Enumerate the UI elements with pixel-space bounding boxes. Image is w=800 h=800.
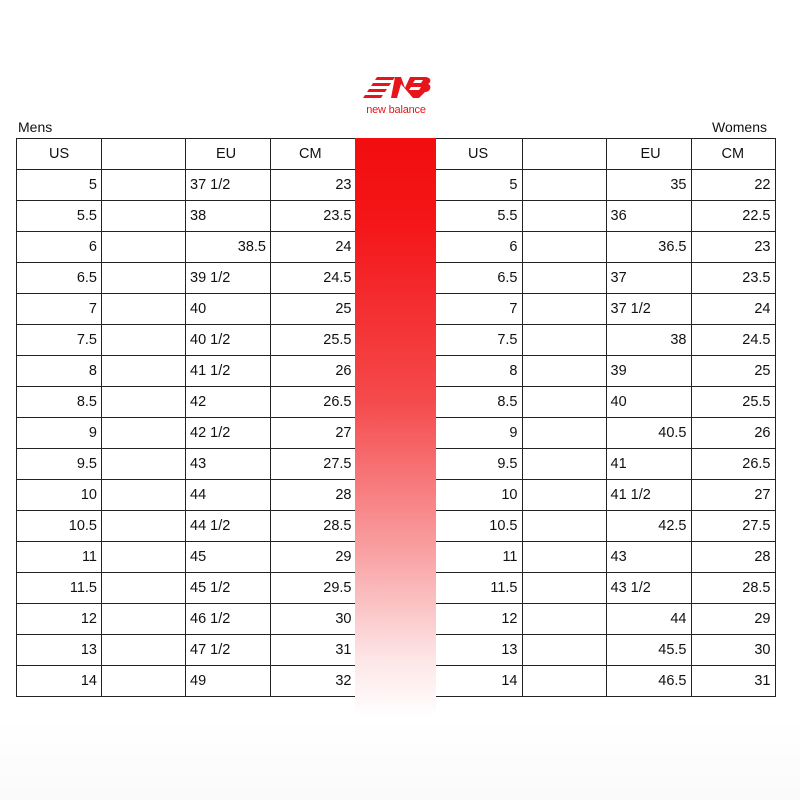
- womens-blank-cell: [522, 325, 606, 356]
- womens-blank-cell: [522, 542, 606, 573]
- mens-cm-cell: 25.5: [271, 325, 356, 356]
- womens-size-row: [436, 294, 775, 325]
- mens-eu-cell: 38: [186, 201, 271, 232]
- womens-us-cell: 10: [436, 480, 522, 511]
- mens-eu-cell: 44 1/2: [186, 511, 271, 542]
- mens-blank-cell: [102, 449, 186, 480]
- womens-cm-cell: 30: [691, 635, 775, 666]
- mens-size-row: [17, 573, 356, 604]
- womens-size-row: [436, 604, 775, 635]
- womens-cm-cell: 24.5: [691, 325, 775, 356]
- womens-cm-cell: 26: [691, 418, 775, 449]
- mens-us-cell: 8.5: [17, 387, 102, 418]
- mens-eu-cell: 40: [186, 294, 271, 325]
- mens-us-cell: 13: [17, 635, 102, 666]
- mens-blank-cell: [102, 325, 186, 356]
- womens-blank-cell: [522, 294, 606, 325]
- mens-blank-cell: [102, 604, 186, 635]
- womens-cm-cell: 22.5: [691, 201, 775, 232]
- womens-us-cell: 9.5: [436, 449, 522, 480]
- mens-eu-cell: 42 1/2: [186, 418, 271, 449]
- womens-us-cell: 7: [436, 294, 522, 325]
- mens-size-row: [17, 418, 356, 449]
- mens-cm-cell: 30: [271, 604, 356, 635]
- mens-size-row: [17, 635, 356, 666]
- mens-eu-cell: 40 1/2: [186, 325, 271, 356]
- mens-us-cell: 11: [17, 542, 102, 573]
- mens-us-cell: 12: [17, 604, 102, 635]
- womens-cm-cell: 22: [691, 170, 775, 201]
- mens-blank-cell: [102, 480, 186, 511]
- womens-eu-cell: 36: [606, 201, 691, 232]
- mens-blank-cell: [102, 232, 186, 263]
- mens-eu-cell: 47 1/2: [186, 635, 271, 666]
- mens-eu-cell: 45: [186, 542, 271, 573]
- mens-size-table: [16, 138, 356, 697]
- womens-header-row: [436, 139, 775, 170]
- womens-blank-cell: [522, 232, 606, 263]
- womens-cm-cell: 27: [691, 480, 775, 511]
- mens-size-row: [17, 387, 356, 418]
- womens-size-row: [436, 232, 775, 263]
- mens-cm-cell: 32: [271, 666, 356, 697]
- womens-header-us: US: [436, 139, 522, 170]
- nb-logo-icon: [355, 74, 437, 104]
- mens-size-row: [17, 201, 356, 232]
- mens-cm-cell: 27: [271, 418, 356, 449]
- mens-size-row: [17, 263, 356, 294]
- mens-cm-cell: 29.5: [271, 573, 356, 604]
- womens-blank-cell: [522, 170, 606, 201]
- womens-size-table: [436, 138, 776, 697]
- womens-cm-cell: 23.5: [691, 263, 775, 294]
- womens-header-cm: CM: [691, 139, 775, 170]
- mens-eu-cell: 37 1/2: [186, 170, 271, 201]
- womens-header-eu: EU: [606, 139, 691, 170]
- womens-size-row: [436, 635, 775, 666]
- womens-header-blank: [522, 139, 606, 170]
- mens-header-cm: CM: [271, 139, 356, 170]
- mens-us-cell: 11.5: [17, 573, 102, 604]
- mens-cm-cell: 29: [271, 542, 356, 573]
- mens-cm-cell: 27.5: [271, 449, 356, 480]
- womens-blank-cell: [522, 263, 606, 294]
- mens-blank-cell: [102, 387, 186, 418]
- mens-cm-cell: 26: [271, 356, 356, 387]
- womens-cm-cell: 28: [691, 542, 775, 573]
- mens-us-cell: 9: [17, 418, 102, 449]
- mens-size-row: [17, 542, 356, 573]
- womens-size-row: [436, 573, 775, 604]
- womens-size-row: [436, 356, 775, 387]
- womens-us-cell: 8: [436, 356, 522, 387]
- womens-eu-cell: 40.5: [606, 418, 691, 449]
- mens-blank-cell: [102, 635, 186, 666]
- womens-blank-cell: [522, 356, 606, 387]
- mens-size-row: [17, 170, 356, 201]
- mens-blank-cell: [102, 573, 186, 604]
- womens-eu-cell: 44: [606, 604, 691, 635]
- womens-eu-cell: 37: [606, 263, 691, 294]
- womens-cm-cell: 31: [691, 666, 775, 697]
- mens-header-row: [17, 139, 356, 170]
- womens-size-row: [436, 480, 775, 511]
- womens-blank-cell: [522, 201, 606, 232]
- mens-cm-cell: 24.5: [271, 263, 356, 294]
- womens-us-cell: 12: [436, 604, 522, 635]
- mens-eu-cell: 38.5: [186, 232, 271, 263]
- womens-eu-cell: 41: [606, 449, 691, 480]
- womens-us-cell: 5.5: [436, 201, 522, 232]
- mens-us-cell: 14: [17, 666, 102, 697]
- mens-size-row: [17, 666, 356, 697]
- mens-blank-cell: [102, 542, 186, 573]
- womens-size-row: [436, 201, 775, 232]
- womens-size-row: [436, 387, 775, 418]
- womens-us-cell: 5: [436, 170, 522, 201]
- mens-eu-cell: 39 1/2: [186, 263, 271, 294]
- mens-us-cell: 10: [17, 480, 102, 511]
- womens-us-cell: 11: [436, 542, 522, 573]
- mens-blank-cell: [102, 170, 186, 201]
- mens-cm-cell: 23.5: [271, 201, 356, 232]
- womens-cm-cell: 26.5: [691, 449, 775, 480]
- womens-eu-cell: 41 1/2: [606, 480, 691, 511]
- womens-cm-cell: 27.5: [691, 511, 775, 542]
- womens-blank-cell: [522, 387, 606, 418]
- womens-us-cell: 8.5: [436, 387, 522, 418]
- womens-blank-cell: [522, 573, 606, 604]
- mens-us-cell: 6: [17, 232, 102, 263]
- womens-blank-cell: [522, 511, 606, 542]
- page-bottom-area: [0, 718, 800, 800]
- mens-size-row: [17, 294, 356, 325]
- mens-cm-cell: 28: [271, 480, 356, 511]
- mens-cm-cell: 28.5: [271, 511, 356, 542]
- mens-us-cell: 5: [17, 170, 102, 201]
- womens-blank-cell: [522, 666, 606, 697]
- mens-label: Mens: [18, 119, 53, 135]
- mens-blank-cell: [102, 418, 186, 449]
- mens-eu-cell: 49: [186, 666, 271, 697]
- womens-eu-cell: 46.5: [606, 666, 691, 697]
- mens-eu-cell: 43: [186, 449, 271, 480]
- brand-name: new balance: [366, 104, 426, 116]
- mens-blank-cell: [102, 263, 186, 294]
- mens-us-cell: 9.5: [17, 449, 102, 480]
- mens-blank-cell: [102, 666, 186, 697]
- womens-eu-cell: 35: [606, 170, 691, 201]
- mens-cm-cell: 23: [271, 170, 356, 201]
- mens-us-cell: 6.5: [17, 263, 102, 294]
- womens-eu-cell: 39: [606, 356, 691, 387]
- brand-logo: [355, 74, 437, 122]
- womens-us-cell: 10.5: [436, 511, 522, 542]
- mens-size-row: [17, 480, 356, 511]
- mens-cm-cell: 31: [271, 635, 356, 666]
- mens-cm-cell: 24: [271, 232, 356, 263]
- womens-eu-cell: 45.5: [606, 635, 691, 666]
- womens-us-cell: 11.5: [436, 573, 522, 604]
- mens-us-cell: 7.5: [17, 325, 102, 356]
- mens-size-row: [17, 356, 356, 387]
- mens-blank-cell: [102, 201, 186, 232]
- womens-cm-cell: 29: [691, 604, 775, 635]
- mens-blank-cell: [102, 294, 186, 325]
- mens-header-us: US: [17, 139, 102, 170]
- womens-eu-cell: 43: [606, 542, 691, 573]
- womens-size-row: [436, 542, 775, 573]
- mens-size-row: [17, 511, 356, 542]
- mens-us-cell: 10.5: [17, 511, 102, 542]
- womens-us-cell: 7.5: [436, 325, 522, 356]
- womens-cm-cell: 28.5: [691, 573, 775, 604]
- womens-size-row: [436, 666, 775, 697]
- womens-eu-cell: 37 1/2: [606, 294, 691, 325]
- womens-blank-cell: [522, 635, 606, 666]
- womens-us-cell: 13: [436, 635, 522, 666]
- red-gradient-divider: [355, 138, 436, 718]
- womens-label: Womens: [712, 119, 767, 135]
- womens-size-row: [436, 418, 775, 449]
- mens-blank-cell: [102, 511, 186, 542]
- mens-us-cell: 7: [17, 294, 102, 325]
- mens-size-row: [17, 604, 356, 635]
- mens-size-row: [17, 325, 356, 356]
- womens-cm-cell: 25.5: [691, 387, 775, 418]
- womens-us-cell: 9: [436, 418, 522, 449]
- mens-header-blank: [102, 139, 186, 170]
- womens-cm-cell: 24: [691, 294, 775, 325]
- womens-eu-cell: 43 1/2: [606, 573, 691, 604]
- mens-cm-cell: 25: [271, 294, 356, 325]
- womens-size-row: [436, 449, 775, 480]
- womens-size-row: [436, 325, 775, 356]
- womens-eu-cell: 40: [606, 387, 691, 418]
- mens-us-cell: 5.5: [17, 201, 102, 232]
- mens-size-row: [17, 449, 356, 480]
- womens-blank-cell: [522, 418, 606, 449]
- mens-eu-cell: 46 1/2: [186, 604, 271, 635]
- womens-blank-cell: [522, 604, 606, 635]
- mens-cm-cell: 26.5: [271, 387, 356, 418]
- mens-size-row: [17, 232, 356, 263]
- womens-us-cell: 6.5: [436, 263, 522, 294]
- mens-header-eu: EU: [186, 139, 271, 170]
- womens-eu-cell: 42.5: [606, 511, 691, 542]
- womens-us-cell: 6: [436, 232, 522, 263]
- mens-blank-cell: [102, 356, 186, 387]
- womens-blank-cell: [522, 480, 606, 511]
- womens-size-row: [436, 263, 775, 294]
- womens-cm-cell: 23: [691, 232, 775, 263]
- womens-eu-cell: 36.5: [606, 232, 691, 263]
- womens-size-row: [436, 511, 775, 542]
- womens-size-row: [436, 170, 775, 201]
- womens-eu-cell: 38: [606, 325, 691, 356]
- womens-us-cell: 14: [436, 666, 522, 697]
- mens-eu-cell: 44: [186, 480, 271, 511]
- mens-eu-cell: 42: [186, 387, 271, 418]
- womens-cm-cell: 25: [691, 356, 775, 387]
- mens-us-cell: 8: [17, 356, 102, 387]
- mens-eu-cell: 41 1/2: [186, 356, 271, 387]
- womens-blank-cell: [522, 449, 606, 480]
- mens-eu-cell: 45 1/2: [186, 573, 271, 604]
